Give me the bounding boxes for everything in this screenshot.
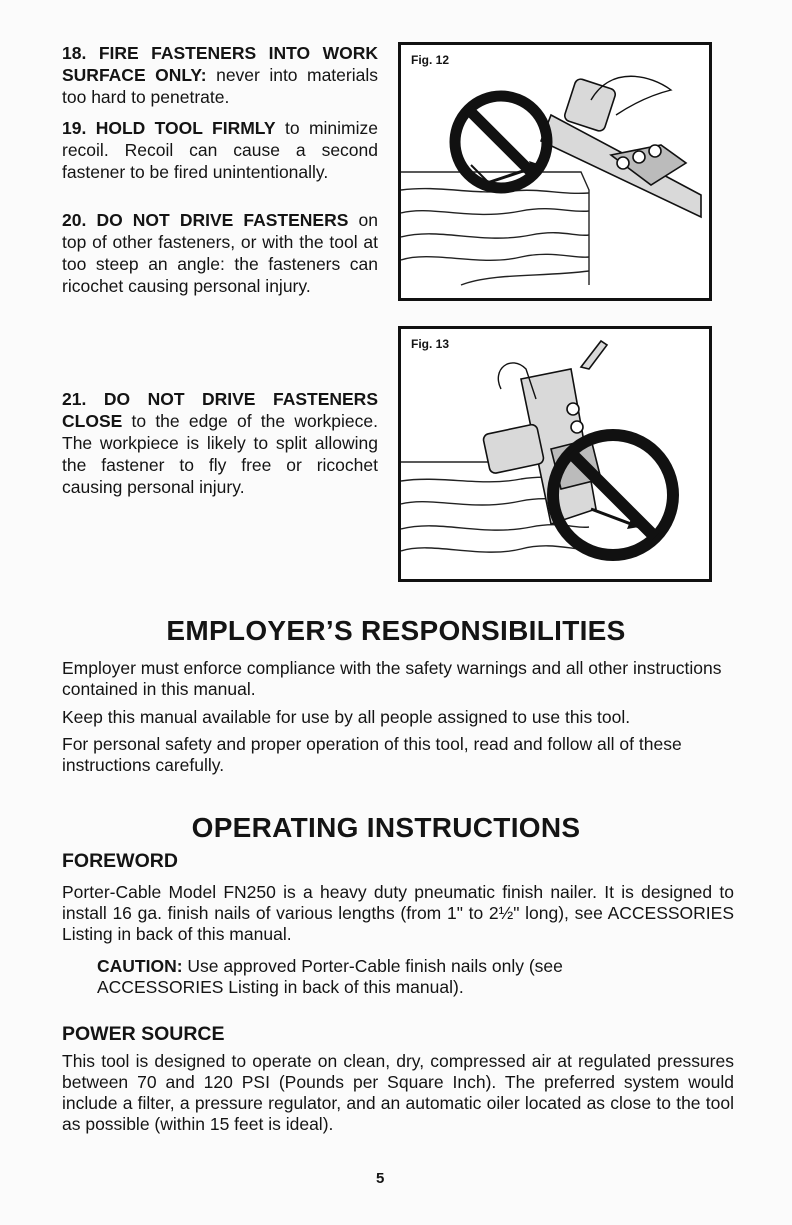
safety-rule-18 (62, 42, 378, 108)
caution-text: Use approved Porter-Cable finish nails only (see ACCESSORIES Listing in back of this manual). (97, 956, 563, 997)
rule-text: to minimize recoil. Recoil can cause a second fastener to be fired unintentionally. (62, 118, 378, 182)
employer-heading: EMPLOYER’S RESPONSIBILITIES (166, 615, 626, 646)
safety-rule-20 (62, 209, 378, 297)
nailer-wood-edge-illustration (401, 45, 709, 298)
caution-label: CAUTION: (97, 956, 183, 976)
foreword-heading: FOREWORD (62, 850, 178, 872)
rule-number: 20. (62, 210, 87, 230)
power-source-text: This tool is designed to operate on clean, dry, compressed air at regulated pressures between 70 and 120 PSI (Pounds per Square Inch). The preferred system would include a filter, a pressure regulator, and an automatic oiler located as close to the tool as possible (within 15 feet is ideal). (62, 1051, 734, 1134)
prohibition-icon (455, 96, 547, 188)
rule-number: 21. (62, 389, 87, 409)
safety-rule-19 (62, 117, 378, 183)
rule-lead: FIRE FASTENERS INTO WORK SURFACE ONLY: (62, 43, 378, 85)
rule-text: to the edge of the workpiece. The workpiece is likely to split allowing the fastener to fly free or ricochet causing personal injury. (62, 411, 378, 497)
employer-paragraph-3: For personal safety and proper operation of this tool, read and follow all of these instructions carefully. (62, 734, 682, 775)
figure-label: Fig. 12 (411, 53, 450, 67)
operating-heading: OPERATING INSTRUCTIONS (191, 812, 581, 843)
rule-lead: DO NOT DRIVE FASTENERS (96, 210, 349, 230)
figure-12 (398, 42, 712, 301)
nailer-workpiece-edge-illustration (401, 329, 709, 579)
safety-rule-21 (62, 388, 378, 498)
rule-text: never into materials too hard to penetrate. (62, 65, 378, 107)
caution-note (97, 956, 677, 998)
page-number: 5 (376, 1170, 385, 1187)
rule-lead: DO NOT DRIVE FASTENERS CLOSE (62, 389, 378, 431)
rule-lead: HOLD TOOL FIRMLY (95, 118, 276, 138)
power-source-heading: POWER SOURCE (62, 1023, 225, 1045)
employer-paragraph-2: Keep this manual available for use by all people assigned to use this tool. (62, 707, 631, 727)
figure-label: Fig. 13 (411, 337, 450, 351)
foreword-text: Porter-Cable Model FN250 is a heavy duty pneumatic finish nailer. It is designed to install 16 ga. finish nails of various lengths (from 1" to 2½" long), see ACCESSORIES Listing in back of this manual. (62, 882, 734, 944)
employer-paragraph-1: Employer must enforce compliance with the safety warnings and all other instructions contained in this manual. (62, 658, 722, 699)
rule-number: 18. (62, 43, 87, 63)
rule-number: 19. (62, 118, 87, 138)
figure-13 (398, 326, 712, 582)
rule-text: on top of other fasteners, or with the tool at too steep an angle: the fasteners can ricochet causing personal injury. (62, 210, 378, 296)
